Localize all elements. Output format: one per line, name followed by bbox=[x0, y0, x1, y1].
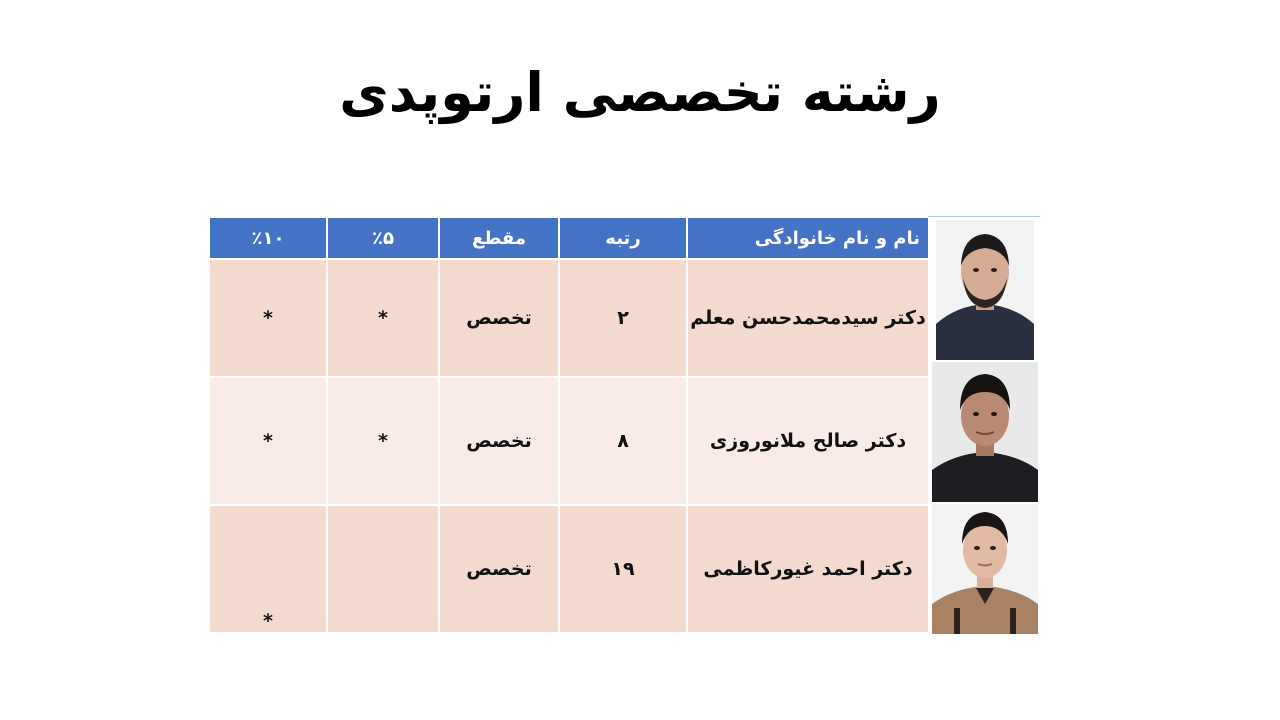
cell-level: تخصص bbox=[439, 377, 559, 505]
header-rank: رتبه bbox=[559, 217, 687, 259]
table-row bbox=[209, 377, 929, 505]
results-table bbox=[208, 216, 930, 634]
photo-column-divider bbox=[928, 216, 1040, 217]
cell-top10: * bbox=[209, 505, 327, 633]
cell-top10: * bbox=[209, 377, 327, 505]
cell-level: تخصص bbox=[439, 505, 559, 633]
cell-top5: * bbox=[327, 259, 439, 377]
results-table-container bbox=[208, 216, 928, 632]
header-top5: ٪۵ bbox=[327, 217, 439, 259]
portrait-2-image bbox=[932, 362, 1038, 502]
cell-top10: * bbox=[209, 259, 327, 377]
portrait-3-image bbox=[932, 504, 1038, 634]
cell-level: تخصص bbox=[439, 259, 559, 377]
portrait-photo-3 bbox=[932, 504, 1038, 634]
cell-rank: ۱۹ bbox=[559, 505, 687, 633]
cell-name: دکتر احمد غیورکاظمی bbox=[687, 505, 929, 633]
header-top10: ٪۱۰ bbox=[209, 217, 327, 259]
cell-rank: ۲ bbox=[559, 259, 687, 377]
cell-name: دکتر سیدمحمدحسن معلم bbox=[687, 259, 929, 377]
page-title: رشته تخصصی ارتوپدی bbox=[339, 61, 941, 124]
photo-column bbox=[928, 216, 1040, 636]
portrait-1-image bbox=[936, 220, 1034, 360]
header-level: مقطع bbox=[439, 217, 559, 259]
cell-rank: ۸ bbox=[559, 377, 687, 505]
cell-name: دکتر صالح ملانوروزی bbox=[687, 377, 929, 505]
table-header-row bbox=[209, 217, 929, 259]
cell-top5 bbox=[327, 505, 439, 633]
portrait-photo-1 bbox=[936, 220, 1034, 360]
header-name: نام و نام خانوادگی bbox=[687, 217, 929, 259]
table-row bbox=[209, 505, 929, 633]
cell-top5: * bbox=[327, 377, 439, 505]
portrait-photo-2 bbox=[932, 362, 1038, 502]
table-row bbox=[209, 259, 929, 377]
